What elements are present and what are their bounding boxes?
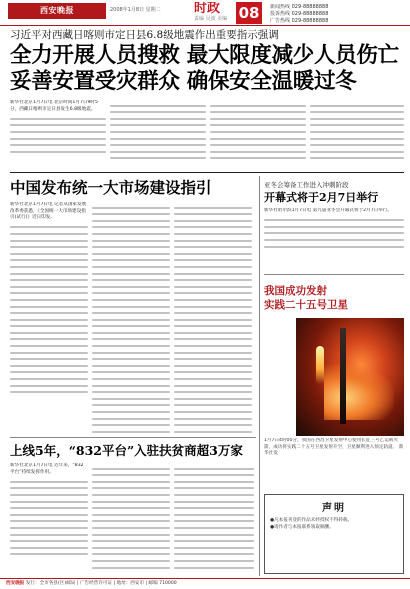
newspaper-logo: 西安晚报 — [8, 3, 106, 19]
market-headline: 中国发布统一大市场建设指引 — [10, 178, 212, 197]
section-title: 时政 — [194, 2, 221, 16]
text-lines — [174, 468, 254, 569]
text-lines — [92, 468, 170, 569]
divider — [10, 437, 256, 438]
rocket-flame — [316, 346, 324, 384]
text-lines — [310, 105, 404, 160]
photo-caption — [264, 438, 404, 478]
footer-line: 发行：全市各县(区)邮局 | 广告经营许可证 | 地址：西安市 | 邮编 710000 — [25, 581, 177, 586]
text-lines — [10, 226, 88, 393]
plume — [324, 364, 394, 420]
footer-strip — [0, 578, 410, 589]
lead-column-4 — [310, 100, 404, 170]
lead-kicker: 习近平对西藏日喀则市定日县6.8级地震作出重要指示强调 — [10, 29, 279, 41]
market-body-start: 新华社北京1月7日电 记者从国家发展改革委获悉，《全国统一大市场建设指引(试行)》近日印发。 — [10, 202, 87, 221]
lead-column-2 — [110, 100, 206, 170]
satellite-headline-1: 我国成功发射 — [264, 285, 327, 297]
market-column-2 — [92, 202, 170, 435]
notice-body — [265, 514, 403, 535]
text-lines — [110, 105, 206, 160]
contact-line: 投诉热线 029-88888888 — [270, 11, 329, 17]
caption-credit: 新华社发 — [264, 444, 404, 457]
section-header — [194, 2, 234, 24]
market-column-1 — [10, 202, 88, 435]
footer-brand: 西安晚报 — [6, 581, 25, 586]
notice-title: 声明 — [322, 503, 346, 514]
fund-column-2 — [92, 463, 170, 575]
divider — [264, 274, 404, 275]
fund-column-1 — [10, 463, 88, 575]
caption-text: 1月7日4时00分，我国在西昌卫星发射中心使用长征三号乙运载火箭，成功将实践二十五号卫星发射升空，卫星顺利进入预定轨道。 — [264, 438, 399, 450]
satellite-headline-2: 实践二十五号卫星 — [264, 299, 348, 311]
fund-headline: 上线5年，“832平台”入驻扶贫商超3万家 — [10, 443, 243, 458]
notice-item: ●凡本报刊登的作品未经授权不得转载。 — [270, 518, 353, 523]
notice-item: ●请作者与本报联系领取稿酬。 — [270, 524, 334, 530]
text-lines — [10, 481, 88, 556]
text-lines — [174, 207, 252, 433]
column-rule — [259, 176, 260, 576]
page-number: 08 — [236, 2, 262, 24]
section-editor: 责编 吴波 美编 — [194, 16, 228, 22]
contact-line: 广告热线 029-88888888 — [270, 18, 329, 24]
notice-box — [264, 494, 404, 574]
lead-body-start: 新华社北京1月7日电 北京时间1月7日9时5分，西藏日喀则市定日县发生6.8级地震。 — [10, 100, 98, 112]
contact-line: 新闻热线 029-88888888 — [270, 4, 329, 10]
lead-column-3 — [210, 100, 306, 170]
fund-body-start: 新华社北京1月7日电 近年来，“832平台”持续发挥作用。 — [10, 463, 84, 475]
text-lines — [264, 219, 404, 247]
congress-headline: 开幕式将于2月7日举行 — [264, 191, 379, 204]
congress-body — [264, 208, 404, 268]
contact-info — [270, 4, 408, 26]
issue-date: 2008年1月8日 星期二 — [110, 7, 161, 13]
congress-kicker: 亚冬会筹备工作进入冲刺阶段 — [264, 181, 349, 189]
market-column-3 — [174, 202, 252, 435]
fund-column-3 — [174, 463, 254, 575]
divider — [10, 172, 404, 173]
launch-tower — [340, 328, 346, 424]
text-lines — [10, 118, 106, 153]
lead-headline-line1: 全力开展人员搜救 最大限度减少人员伤亡 — [10, 43, 399, 68]
congress-body-start: 新华社哈尔滨1月7日电 第九届亚冬会开幕式将于2月7日举行。 — [264, 208, 392, 213]
rocket-launch-photo — [296, 318, 404, 436]
text-lines — [210, 105, 306, 160]
lead-headline-line2: 妥善安置受灾群众 确保安全温暖过冬 — [10, 69, 357, 94]
lead-column-1 — [10, 100, 106, 170]
text-lines — [92, 207, 170, 433]
